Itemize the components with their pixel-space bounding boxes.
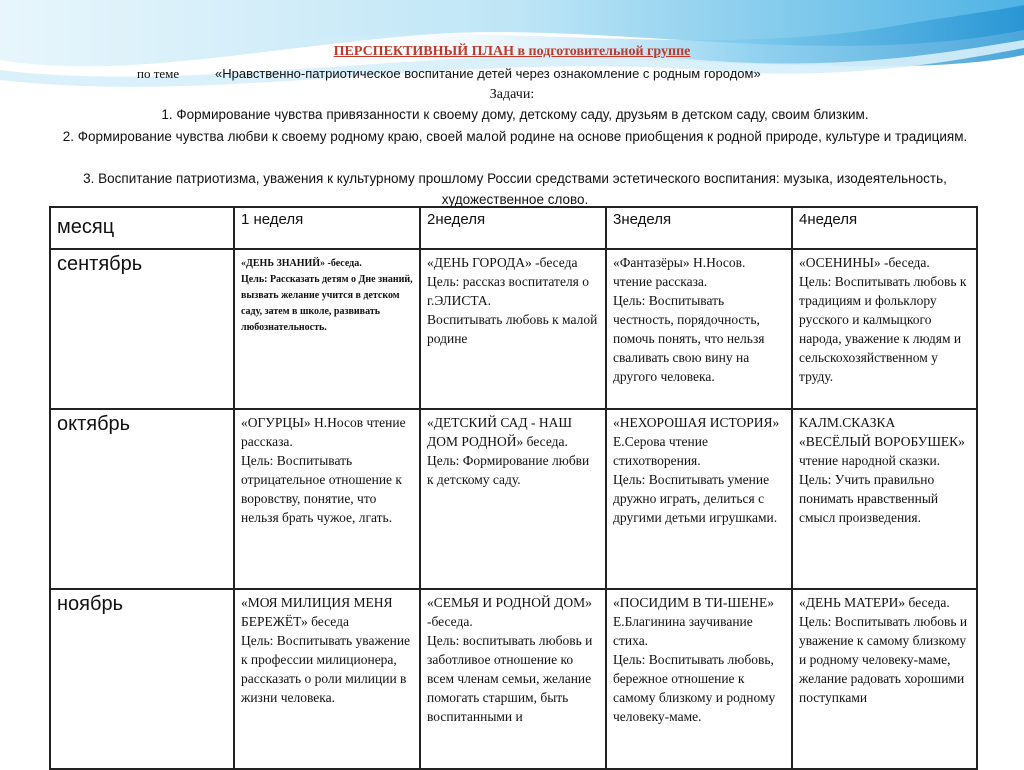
task-3: 3. Воспитание патриотизма, уважения к культурному прошлому России средствами эстетического воспитания: музыка, изодеятельность, художественное слово. (83, 171, 947, 207)
header-week-3: 3неделя (606, 207, 792, 249)
task-2: 2. Формирование чувства любви к своему родному краю, своей малой родине на основе приобщения к родной природе, культуре и традициям. (62, 129, 968, 144)
page-title: ПЕРСПЕКТИВНЫЙ ПЛАН в подготовительной группе (333, 44, 691, 59)
plan-cell: «ПОСИДИМ В ТИ-ШЕНЕ» Е.Благинина заучивание стиха. Цель: Воспитывать любовь, бережное отношение к самому близкому и родному человеку-маме. (606, 589, 792, 769)
plan-cell: «ОГУРЦЫ» Н.Носов чтение рассказа. Цель: Воспитывать отрицательное отношение к воровству, понятие, что нельзя брать чужое, лгать. (234, 409, 420, 589)
table-row (50, 409, 977, 589)
plan-cell: «НЕХОРОШАЯ ИСТОРИЯ» Е.Серова чтение стихотворения. Цель: Воспитывать умение дружно играть, делиться с другими детьми игрушками. (606, 409, 792, 589)
header-month: месяц (50, 207, 234, 249)
header-week-1: 1 неделя (234, 207, 420, 249)
month-cell: сентябрь (50, 249, 234, 409)
plan-cell: «Фантазёры» Н.Носов. чтение рассказа. Цель: Воспитывать честность, порядочность, помочь понять, что нельзя сваливать свою вину на другого человека. (606, 249, 792, 409)
theme-text: «Нравственно-патриотическое воспитание детей через ознакомление с родным городом» (215, 66, 761, 81)
plan-cell: КАЛМ.СКАЗКА «ВЕСЁЛЫЙ ВОРОБУШЕК» чтение народной сказки. Цель: Учить правильно понимать нравственный смысл произведения. (792, 409, 977, 589)
plan-cell: «СЕМЬЯ И РОДНОЙ ДОМ» -беседа. Цель: воспитывать любовь и заботливое отношение ко всем членам семьи, желание помогать старшим, быть воспитанными и (420, 589, 606, 769)
table-row (50, 249, 977, 409)
month-cell: ноябрь (50, 589, 234, 769)
table-row (50, 589, 977, 769)
table-header-row (50, 207, 977, 249)
header-week-4: 4неделя (792, 207, 977, 249)
month-cell: октябрь (50, 409, 234, 589)
plan-cell: «ОСЕНИНЫ» -беседа. Цель: Воспитывать любовь к традициям и фольклору русского и калмыцкого народа, уважение к людям и сельскохозяйственном у труду. (792, 249, 977, 409)
plan-table (49, 206, 978, 770)
plan-cell: «ДЕНЬ МАТЕРИ» беседа. Цель: Воспитывать любовь и уважение к самому близкому и родному человеку-маме, желание радовать хорошими поступками (792, 589, 977, 769)
plan-cell: «МОЯ МИЛИЦИЯ МЕНЯ БЕРЕЖЁТ» беседа Цель: Воспитывать уважение к профессии милиционера, рассказать о роли милиции в жизни человека. (234, 589, 420, 769)
plan-cell: «ДЕНЬ ЗНАНИЙ» -беседа. Цель: Рассказать детям о Дне знаний, вызвать желание учится в детском саду, затем в школе, развивать любознательность. (234, 249, 420, 409)
task-1: 1. Формирование чувства привязанности к своему дому, детскому саду, друзьям в детском саду, своим близким. (161, 107, 869, 122)
theme-prefix: по теме (137, 66, 180, 81)
tasks-label: Задачи: (489, 87, 535, 102)
plan-cell: «ДЕНЬ ГОРОДА» -беседа Цель: рассказ воспитателя о г.ЭЛИСТА. Воспитывать любовь к малой родине (420, 249, 606, 409)
header-week-2: 2неделя (420, 207, 606, 249)
plan-cell: «ДЕТСКИЙ САД - НАШ ДОМ РОДНОЙ» беседа. Цель: Формирование любви к детскому саду. (420, 409, 606, 589)
